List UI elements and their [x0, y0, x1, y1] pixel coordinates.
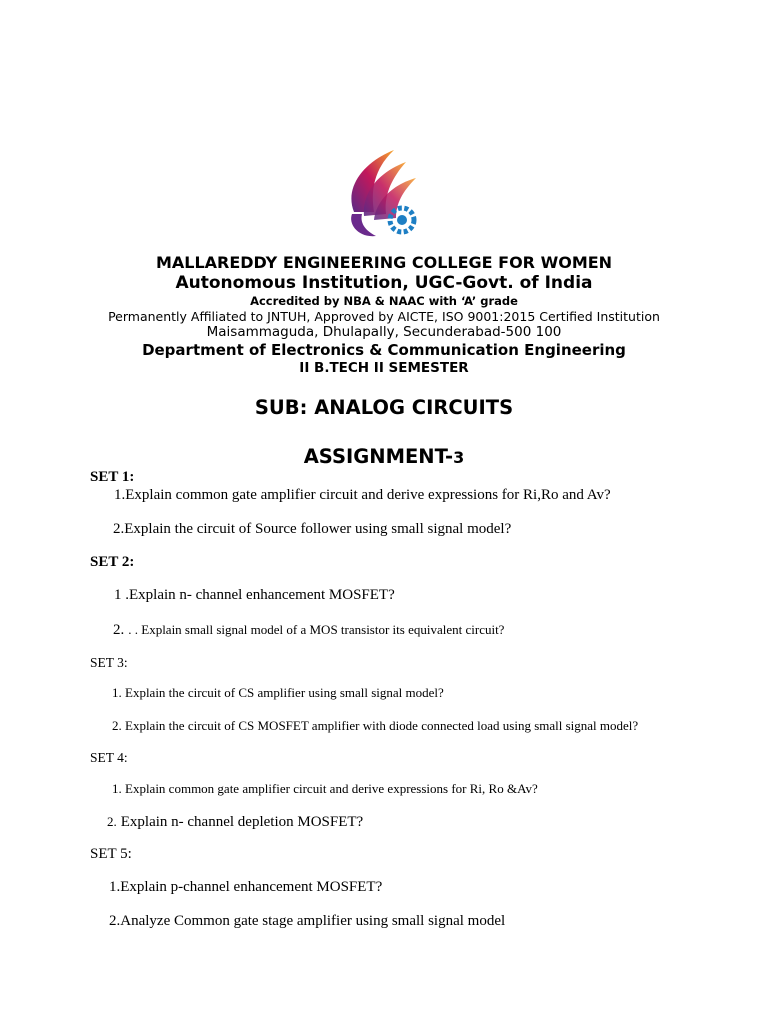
- accreditation-line: Accredited by NBA & NAAC with ‘A’ grade: [250, 294, 518, 308]
- assignment-title: [0, 445, 768, 468]
- college-logo: [334, 142, 430, 242]
- set-2-question-2-prefix: 2.: [113, 622, 125, 638]
- set-2-question-2-text: . . Explain small signal model of a MOS transistor its equivalent circuit?: [128, 622, 505, 637]
- set-1-question-1: 1.Explain common gate amplifier circuit and derive expressions for Ri,Ro and Av?: [114, 487, 611, 503]
- assignment-prefix: ASSIGNMENT-: [303, 445, 454, 468]
- autonomous-line: Autonomous Institution, UGC-Govt. of India: [175, 273, 593, 293]
- set-2-question-2: [113, 621, 504, 639]
- set-4-question-2-text: Explain n- channel depletion MOSFET?: [120, 814, 364, 830]
- set-5-question-1: 1.Explain p-channel enhancement MOSFET?: [109, 879, 383, 895]
- set-5-question-2: 2.Analyze Common gate stage amplifier using small signal model: [109, 913, 506, 929]
- set-3-question-2: 2. Explain the circuit of CS MOSFET amplifier with diode connected load using small signal model?: [112, 718, 639, 733]
- set-4-question-1: 1. Explain common gate amplifier circuit and derive expressions for Ri, Ro &Av?: [112, 781, 538, 796]
- set-4-question-2: [107, 813, 363, 831]
- set-2-label: SET 2:: [90, 554, 135, 570]
- set-3-label: SET 3:: [90, 655, 128, 670]
- subject-title: SUB: ANALOG CIRCUITS: [254, 396, 514, 419]
- semester-line: II B.TECH II SEMESTER: [299, 360, 469, 376]
- set-4-label: SET 4:: [90, 750, 128, 765]
- set-1-label: SET 1:: [90, 469, 135, 485]
- set-5-label: SET 5:: [90, 846, 132, 862]
- set-1-question-2: 2.Explain the circuit of Source follower using small signal model?: [113, 521, 512, 537]
- assignment-number: 3: [453, 448, 465, 467]
- affiliation-line: Permanently Affiliated to JNTUH, Approved by AICTE, ISO 9001:2015 Certified Institution: [108, 309, 660, 324]
- set-4-question-2-prefix: 2.: [107, 814, 117, 829]
- college-name: MALLAREDDY ENGINEERING COLLEGE FOR WOMEN: [155, 253, 613, 272]
- address-line: Maisammaguda, Dhulapally, Secunderabad-500 100: [206, 324, 562, 340]
- set-2-question-1: 1 .Explain n- channel enhancement MOSFET?: [114, 587, 395, 603]
- set-3-question-1: 1. Explain the circuit of CS amplifier using small signal model?: [112, 685, 444, 700]
- department-line: Department of Electronics & Communication Engineering: [142, 341, 626, 359]
